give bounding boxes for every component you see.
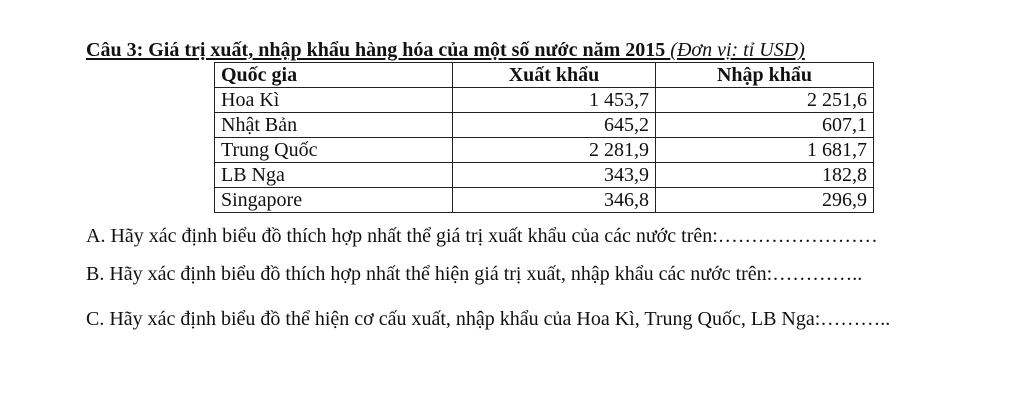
- cell-import: 2 251,6: [656, 88, 874, 113]
- cell-import: 182,8: [656, 163, 874, 188]
- question-title-text: Câu 3: Giá trị xuất, nhập khẩu hàng hóa của một số nước năm 2015: [86, 39, 671, 61]
- question-c: C. Hãy xác định biểu đồ thể hiện cơ cấu xuất, nhập khẩu của Hoa Kì, Trung Quốc, LB Nga:………..: [86, 308, 891, 330]
- table-row: [215, 138, 874, 163]
- cell-export: 2 281,9: [453, 138, 656, 163]
- cell-country: Nhật Bản: [215, 113, 453, 138]
- question-title: [86, 38, 805, 62]
- header-import: Nhập khẩu: [656, 63, 874, 88]
- question-b: B. Hãy xác định biểu đồ thích hợp nhất thể hiện giá trị xuất, nhập khẩu các nước trên:…………..: [86, 263, 863, 285]
- table-row: [215, 163, 874, 188]
- cell-country: Hoa Kì: [215, 88, 453, 113]
- cell-country: Singapore: [215, 188, 453, 213]
- cell-export: 343,9: [453, 163, 656, 188]
- cell-export: 346,8: [453, 188, 656, 213]
- cell-country: Trung Quốc: [215, 138, 453, 163]
- cell-export: 1 453,7: [453, 88, 656, 113]
- header-country: Quốc gia: [215, 63, 453, 88]
- cell-import: 1 681,7: [656, 138, 874, 163]
- table-row: [215, 88, 874, 113]
- trade-table: [214, 62, 874, 213]
- table-row: [215, 113, 874, 138]
- table-row: [215, 188, 874, 213]
- question-a: A. Hãy xác định biểu đồ thích hợp nhất thể giá trị xuất khẩu của các nước trên:……………………: [86, 225, 878, 247]
- cell-import: 607,1: [656, 113, 874, 138]
- unit-note: (Đơn vị: tỉ USD): [670, 39, 805, 61]
- cell-import: 296,9: [656, 188, 874, 213]
- cell-export: 645,2: [453, 113, 656, 138]
- table-header-row: [215, 63, 874, 88]
- header-export: Xuất khẩu: [453, 63, 656, 88]
- cell-country: LB Nga: [215, 163, 453, 188]
